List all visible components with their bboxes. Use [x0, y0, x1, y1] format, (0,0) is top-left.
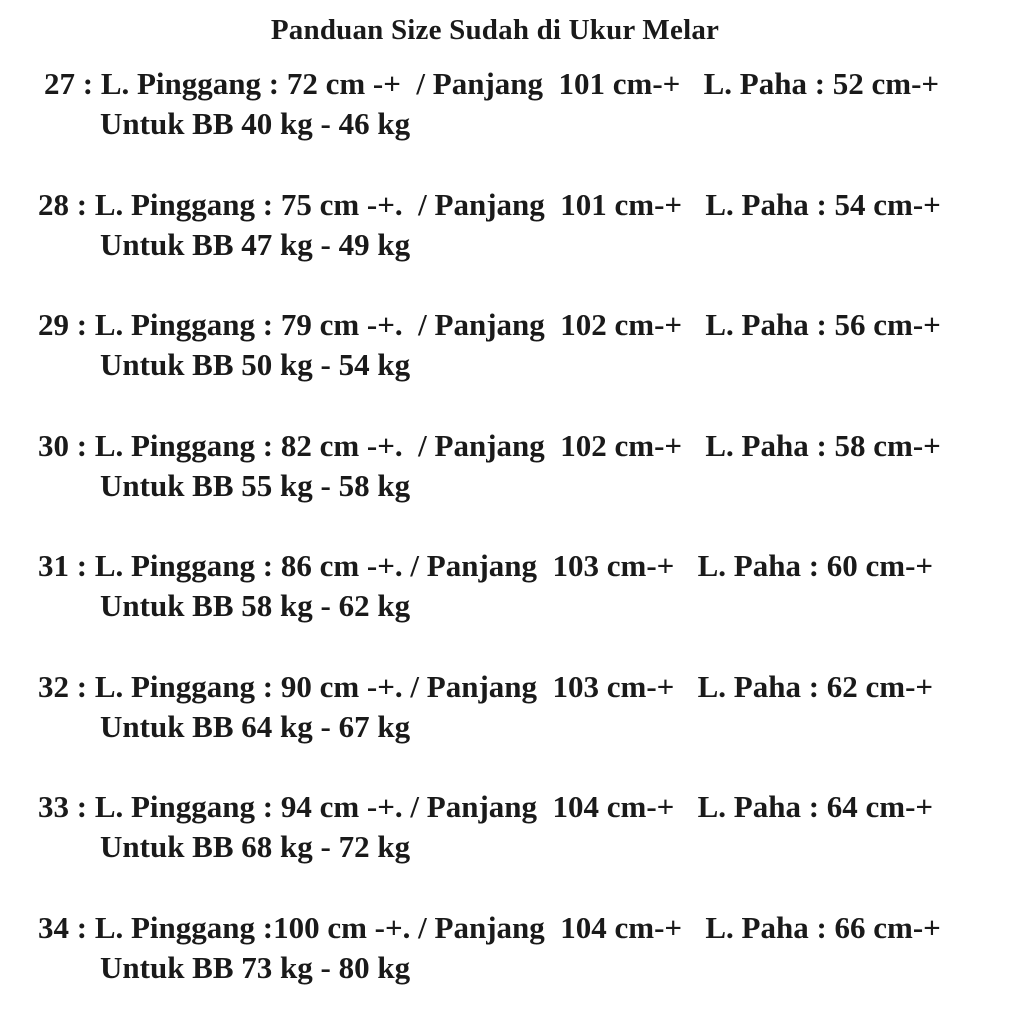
size-weight-range: Untuk BB 64 kg - 67 kg: [100, 707, 410, 747]
size-weight-range: Untuk BB 47 kg - 49 kg: [100, 225, 410, 265]
size-entry-34: [0, 908, 1024, 1028]
size-weight-range: Untuk BB 55 kg - 58 kg: [100, 466, 410, 506]
size-measurements: 33 : L. Pinggang : 94 cm -+. / Panjang 104 cm-+ L. Paha : 64 cm-+: [38, 787, 933, 827]
size-measurements: 31 : L. Pinggang : 86 cm -+. / Panjang 103 cm-+ L. Paha : 60 cm-+: [38, 546, 933, 586]
size-weight-range: Untuk BB 40 kg - 46 kg: [100, 104, 410, 144]
size-measurements: 29 : L. Pinggang : 79 cm -+. / Panjang 102 cm-+ L. Paha : 56 cm-+: [38, 305, 941, 345]
size-measurements: 28 : L. Pinggang : 75 cm -+. / Panjang 101 cm-+ L. Paha : 54 cm-+: [38, 185, 941, 225]
size-weight-range: Untuk BB 58 kg - 62 kg: [100, 586, 410, 626]
size-entry-33: [0, 787, 1024, 908]
size-weight-range: Untuk BB 50 kg - 54 kg: [100, 345, 410, 385]
page-title: Panduan Size Sudah di Ukur Melar: [0, 14, 990, 47]
size-entry-27: [0, 64, 1024, 185]
size-entry-31: [0, 546, 1024, 667]
size-measurements: 27 : L. Pinggang : 72 cm -+ / Panjang 101 cm-+ L. Paha : 52 cm-+: [44, 64, 939, 104]
size-entry-32: [0, 667, 1024, 788]
size-entry-29: [0, 305, 1024, 426]
size-measurements: 30 : L. Pinggang : 82 cm -+. / Panjang 102 cm-+ L. Paha : 58 cm-+: [38, 426, 941, 466]
size-entry-list: [0, 64, 1024, 1028]
size-weight-range: Untuk BB 73 kg - 80 kg: [100, 948, 410, 988]
size-entry-28: [0, 185, 1024, 306]
size-measurements: 34 : L. Pinggang :100 cm -+. / Panjang 104 cm-+ L. Paha : 66 cm-+: [38, 908, 941, 948]
size-measurements: 32 : L. Pinggang : 90 cm -+. / Panjang 103 cm-+ L. Paha : 62 cm-+: [38, 667, 933, 707]
size-weight-range: Untuk BB 68 kg - 72 kg: [100, 827, 410, 867]
size-entry-30: [0, 426, 1024, 547]
